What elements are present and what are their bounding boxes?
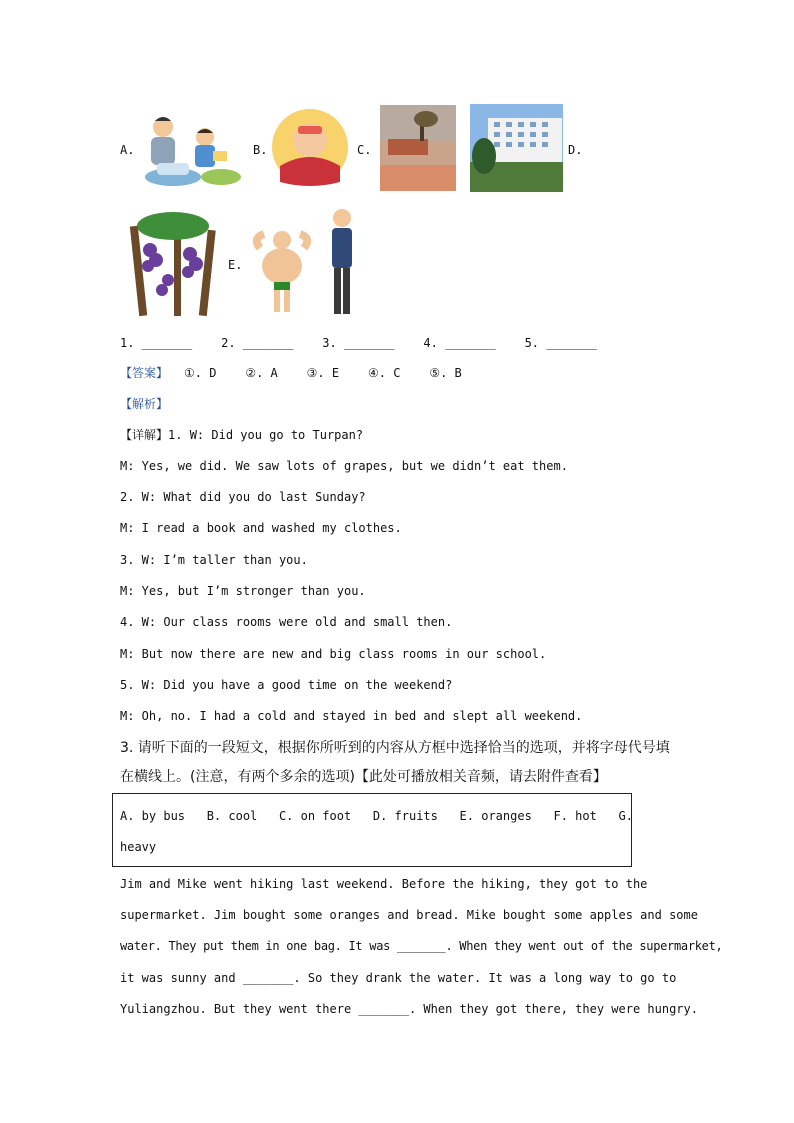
- detail-line-7: M: But now there are new and big class rooms in our school.: [120, 647, 547, 661]
- detail-line-2: 2. W: What did you do last Sunday?: [120, 490, 366, 504]
- passage-line-3: it was sunny and _______. So they drank the water. It was a long way to go to: [120, 971, 677, 985]
- passage-line-1: supermarket. Jim bought some oranges and bread. Mike bought some apples and some: [120, 908, 698, 922]
- detail-line-0: [120, 427, 363, 443]
- detail-heading: 【详解】: [120, 428, 169, 442]
- detail-line-1: M: Yes, we did. We saw lots of grapes, but we didn’t eat them.: [120, 459, 568, 473]
- detail-line-3: M: I read a book and washed my clothes.: [120, 521, 402, 535]
- answer-heading: 【答案】: [120, 366, 169, 380]
- option-c-label: C.: [357, 143, 372, 157]
- detail-text: 1. W: Did you go to Turpan?: [168, 428, 364, 442]
- options-row-1: A. by bus B. cool C. on foot D. fruits E. oranges F. hot G.: [120, 809, 633, 823]
- strong-and-tall-men-illustration: [250, 208, 362, 316]
- detail-line-6: 4. W: Our class rooms were old and small then.: [120, 615, 453, 629]
- old-school-photo: [380, 105, 456, 191]
- question3-instruction-line1: 3. 请听下面的一段短文，根据你所听到的内容从方框中选择恰当的选项，并将字母代号填: [120, 740, 670, 756]
- option-d-label: D.: [568, 143, 583, 157]
- question3-instruction-line2: 在横线上。(注意，有两个多余的选项)【此处可播放相关音频，请去附件查看】: [120, 769, 607, 785]
- detail-line-9: M: Oh, no. I had a cold and stayed in bed and slept all weekend.: [120, 709, 583, 723]
- option-e-label: E.: [228, 258, 243, 272]
- new-school-photo: [470, 104, 563, 192]
- analysis-heading: 【解析】: [120, 397, 169, 411]
- answer-values: ①. D ②. A ③. E ④. C ⑤. B: [184, 366, 462, 380]
- passage-line-4: Yuliangzhou. But they went there _______. When they got there, they were hungry.: [120, 1002, 698, 1016]
- options-box: [112, 793, 632, 867]
- passage-line-0: Jim and Mike went hiking last weekend. Before the hiking, they got to the: [120, 877, 648, 891]
- washing-and-reading-illustration: [133, 113, 243, 189]
- answer-row: [120, 365, 462, 381]
- grape-vine-illustration: [128, 206, 218, 318]
- analysis-heading-row: [120, 396, 168, 412]
- detail-line-8: 5. W: Did you have a good time on the weekend?: [120, 678, 453, 692]
- option-b-label: B.: [253, 143, 268, 157]
- option-a-label: A.: [120, 143, 135, 157]
- sick-in-bed-illustration: [270, 106, 350, 188]
- detail-line-5: M: Yes, but I’m stronger than you.: [120, 584, 366, 598]
- passage-line-2: water. They put them in one bag. It was _______. When they went out of the supermarket,: [120, 939, 723, 953]
- detail-line-4: 3. W: I’m taller than you.: [120, 553, 308, 567]
- options-row-2: heavy: [120, 840, 157, 854]
- answer-blanks-row: 1. _______ 2. _______ 3. _______ 4. _______ 5. _______: [120, 336, 597, 350]
